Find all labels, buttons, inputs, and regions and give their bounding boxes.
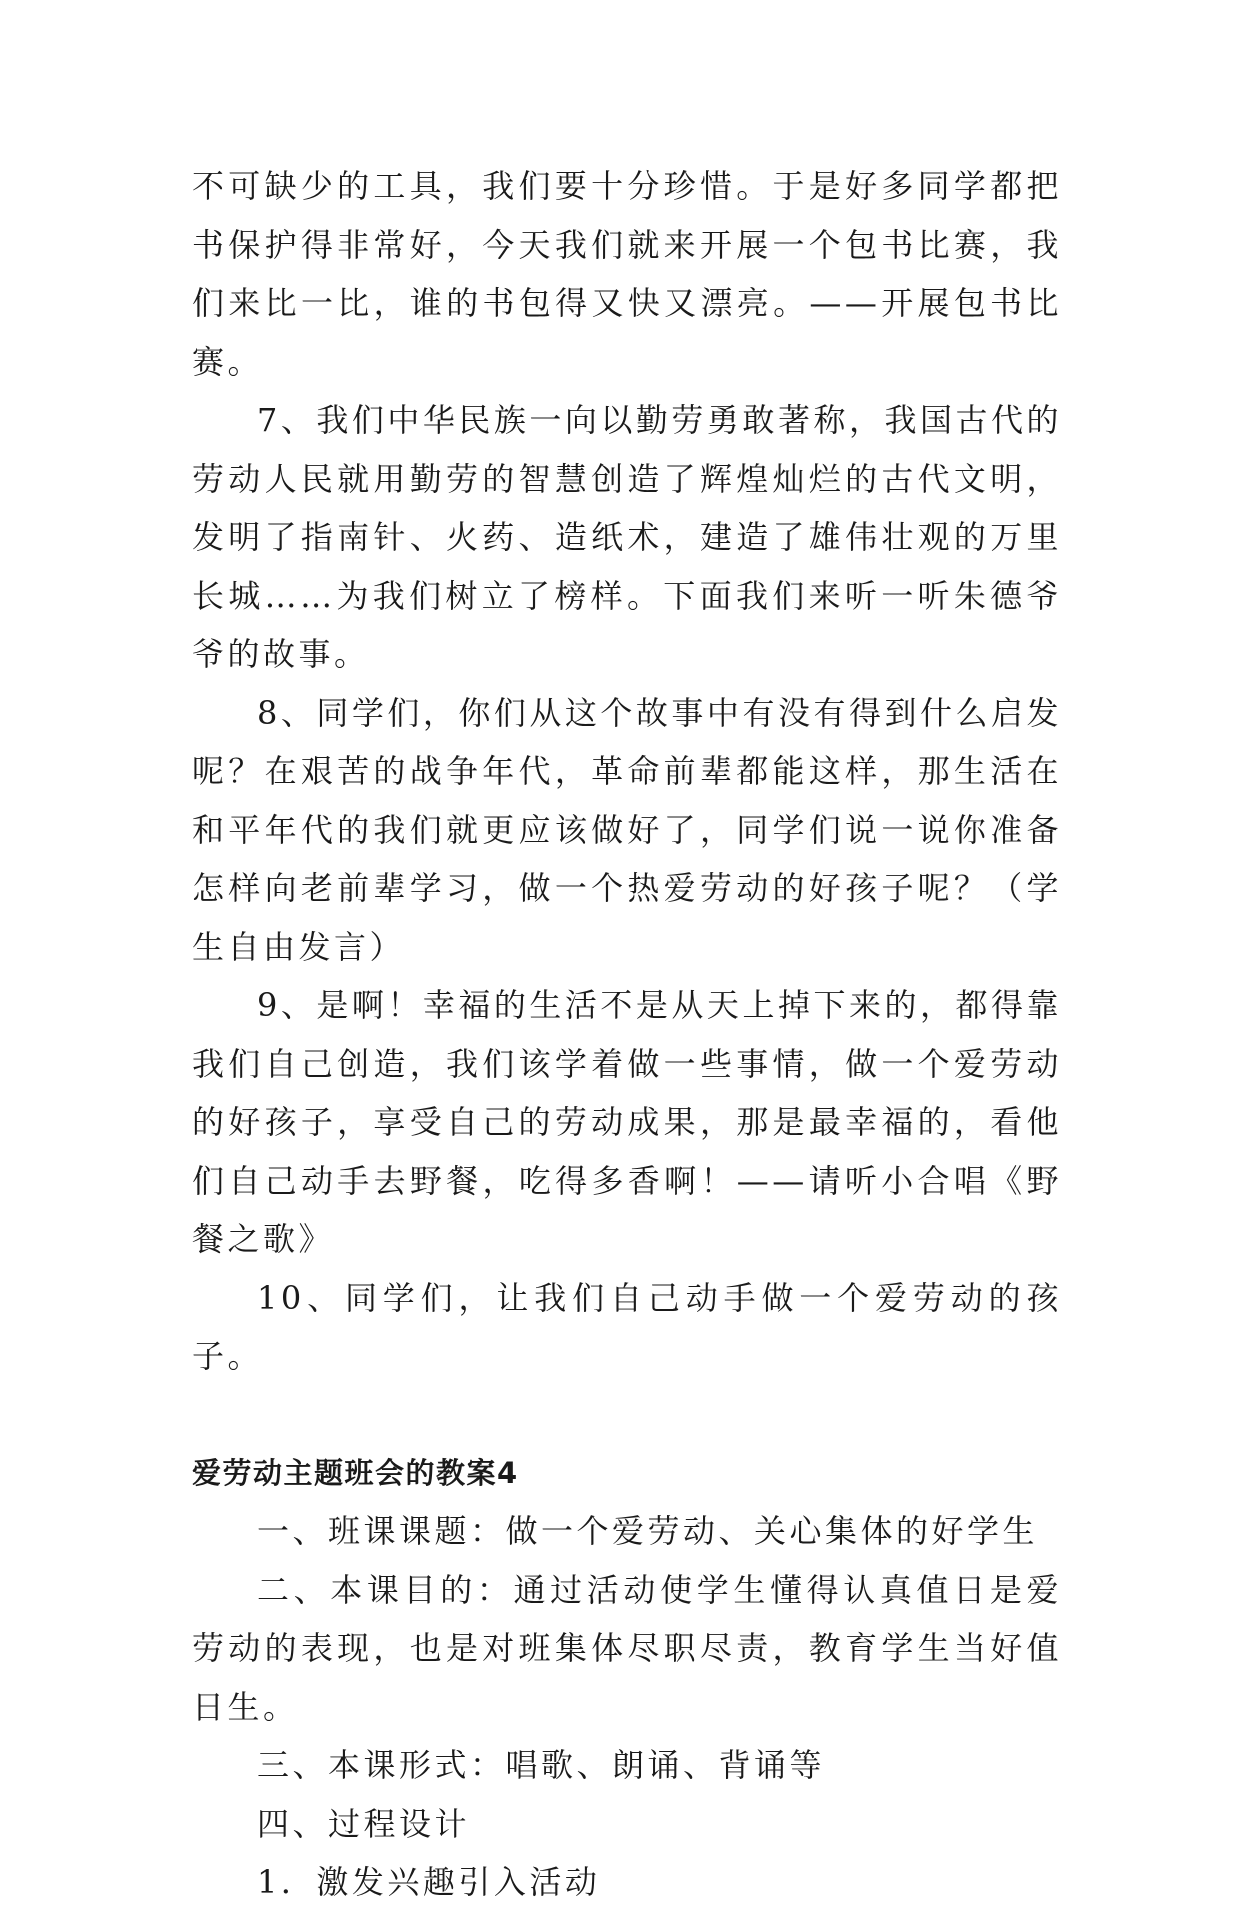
paragraph-item-7: 7、我们中华民族一向以勤劳勇敢著称，我国古代的劳动人民就用勤劳的智慧创造了辉煌灿烂的古代文明，发明了指南针、火药、造纸术，建造了雄伟壮观的万里长城……为我们树立了榜样。下面我们来听一听朱德爷爷的故事。 xyxy=(192,401,1062,673)
paragraph-item-10: 10、同学们，让我们自己动手做一个爱劳动的孩子。 xyxy=(192,1278,1062,1375)
section-item-format: 三、本课形式：唱歌、朗诵、背诵等 xyxy=(257,1746,826,1784)
section-item-step-1: 1．激发兴趣引入活动 xyxy=(257,1863,601,1901)
paragraph-item-8: 8、同学们，你们从这个故事中有没有得到什么启发呢？在艰苦的战争年代，革命前辈都能这样，那生活在和平年代的我们就更应该做好了，同学们说一说你准备怎样向老前辈学习，做一个热爱劳动的好孩子呢？（学生自由发言） xyxy=(192,693,1062,966)
section-title: 爱劳动主题班会的教案4 xyxy=(192,1455,519,1490)
section-item-topic: 一、班课课题：做一个爱劳动、关心集体的好学生 xyxy=(257,1512,1039,1550)
section-item-process: 四、过程设计 xyxy=(257,1804,471,1843)
paragraph-item-9: 9、是啊！幸福的生活不是从天上掉下来的，都得靠我们自己创造，我们该学着做一些事情，做一个爱劳动的好孩子，享受自己的劳动成果，那是最幸福的，看他们自己动手去野餐，吃得多香啊！——请听小合唱《野餐之歌》 xyxy=(192,986,1062,1258)
document-body xyxy=(192,157,1062,1912)
paragraph-continuation: 不可缺少的工具，我们要十分珍惜。于是好多同学都把书保护得非常好，今天我们就来开展一个包书比赛，我们来比一比，谁的书包得又快又漂亮。——开展包书比赛。 xyxy=(192,167,1062,381)
section-item-purpose: 二、本课目的：通过活动使学生懂得认真值日是爱劳动的表现，也是对班集体尽职尽责，教育学生当好值日生。 xyxy=(192,1570,1062,1726)
